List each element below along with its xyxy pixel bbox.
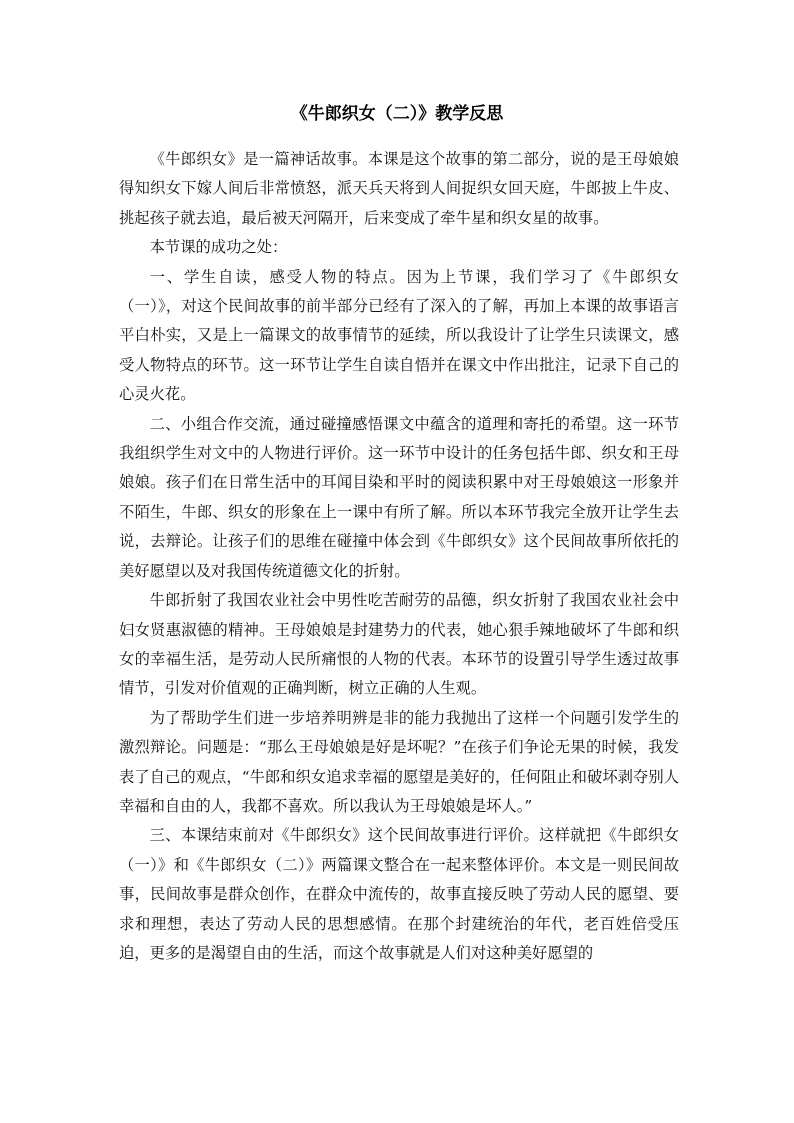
paragraph-intro: 《牛郎织女》是一篇神话故事。本课是这个故事的第二部分，说的是王母娘娘得知织女下嫁人间后非常愤怒，派天兵天将到人间捉织女回天庭，牛郎披上牛皮、挑起孩子就去追，最后被天河隔开，后来变成了牵牛星和织女星的故事。 xyxy=(119,150,679,227)
document-title: 《牛郎织女（二）》教学反思 xyxy=(290,104,504,124)
paragraph-point-three: 三、本课结束前对《牛郎织女》这个民间故事进行评价。这样就把《牛郎织女（一）》和《牛郎织女（二）》两篇课文整合在一起来整体评价。本文是一则民间故事，民间故事是群众创作，在群众中流传的，故事直接反映了劳动人民的愿望、要求和理想，表达了劳动人民的思想感情。在那个封建统治的年代，老百姓倍受压迫，更多的是渴望自由的生活，而这个故事就是人们对这种美好愿望的 xyxy=(119,826,679,962)
paragraph-debate: 为了帮助学生们进一步培养明辨是非的能力我抛出了这样一个问题引发学生的激烈辩论。问题是：“那么王母娘娘是好是坏呢？”在孩子们争论无果的时候，我发表了自己的观点，“牛郎和织女追求幸福的愿望是美好的，任何阻止和破坏剥夺别人幸福和自由的人，我都不喜欢。所以我认为王母娘娘是坏人。” xyxy=(119,708,679,815)
document-body xyxy=(119,145,679,968)
paragraph-point-two: 二、小组合作交流，通过碰撞感悟课文中蕴含的道理和寄托的希望。这一环节我组织学生对文中的人物进行评价。这一环节中设计的任务包括牛郎、织女和王母娘娘。孩子们在日常生活中的耳闻目染和平时的阅读积累中对王母娘娘这一形象并不陌生，牛郎、织女的形象在上一课中有所了解。所以本环节我完全放开让学生去说，去辩论。让孩子们的思维在碰撞中体会到《牛郎织女》这个民间故事所依托的美好愿望以及对我国传统道德文化的折射。 xyxy=(119,414,679,580)
paragraph-point-one: 一、学生自读，感受人物的特点。因为上节课，我们学习了《牛郎织女（一）》，对这个民间故事的前半部分已经有了深入的了解，再加上本课的故事语言平白朴实，又是上一篇课文的故事情节的延续，所以我设计了让学生只读课文，感受人物特点的环节。这一环节让学生自读自悟并在课文中作出批注，记录下自己的心灵火花。 xyxy=(119,267,679,404)
paragraph-character-analysis: 牛郎折射了我国农业社会中男性吃苦耐劳的品德，织女折射了我国农业社会中妇女贤惠淑德的精神。王母娘娘是封建势力的代表，她心狠手辣地破坏了牛郎和织女的幸福生活，是劳动人民所痛恨的人物的代表。本环节的设置引导学生透过故事情节，引发对价值观的正确判断，树立正确的人生观。 xyxy=(119,591,679,698)
paragraph-success-heading: 本节课的成功之处： xyxy=(149,238,288,257)
